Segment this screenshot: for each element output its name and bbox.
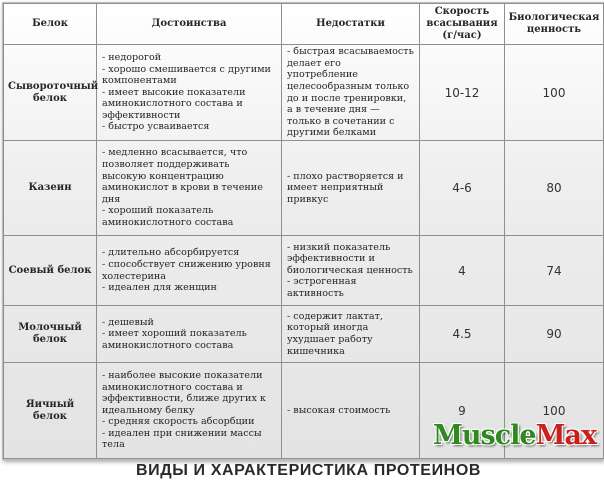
row-bio: 100 — [505, 363, 604, 459]
header-bio: Биологическая ценность — [505, 4, 604, 45]
page-title: ВИДЫ И ХАРАКТЕРИСТИКА ПРОТЕИНОВ — [136, 462, 482, 479]
pros-item: - дешевый — [102, 316, 154, 328]
header-speed: Скорость всасывания (г/час) — [420, 4, 505, 45]
logo-part-muscle: Muscle — [433, 420, 536, 451]
table-row — [4, 236, 604, 306]
table-row — [4, 306, 604, 363]
header-pros: Достоинства — [97, 4, 282, 45]
table-row — [4, 45, 604, 141]
row-speed: 9 — [420, 363, 505, 459]
pros-item: - средняя скорость абсорбции — [102, 416, 255, 428]
cons-item: - плохо растворяется и имеет неприятный привкус — [287, 170, 404, 205]
row-cons — [282, 45, 420, 141]
protein-comparison-table — [3, 3, 604, 459]
header-protein: Белок — [4, 4, 97, 45]
row-cons — [282, 141, 420, 236]
row-speed: 4-6 — [420, 141, 505, 236]
row-speed: 4 — [420, 236, 505, 306]
pros-item: - имеет высокие показатели аминокислотного состава и эффективности — [102, 86, 246, 121]
row-protein-name: Сывороточный белок — [4, 45, 97, 141]
pros-item: - хорошо смешивается с другими компонентами — [102, 63, 271, 87]
pros-item: - имеет хороший показатель аминокислотного состава — [102, 328, 247, 351]
pros-item: - медленно всасывается, что позволяет поддерживать высокую концентрацию аминокислот в крови в течение дня — [102, 147, 263, 205]
pros-item: - идеален для женщин — [102, 282, 217, 294]
row-protein-name: Молочный белок — [4, 306, 97, 363]
table-header-row — [4, 4, 604, 45]
row-protein-name: Соевый белок — [4, 236, 97, 306]
pros-item: - идеален при снижении массы тела — [102, 427, 262, 451]
row-bio: 90 — [505, 306, 604, 363]
pros-item: - длительно абсорбируется — [102, 247, 240, 259]
pros-item: - наиболее высокие показатели аминокислотного состава и эффективности, ближе других к идеальному белку — [102, 369, 266, 416]
row-speed: 10-12 — [420, 45, 505, 141]
row-pros — [97, 141, 282, 236]
cons-item: - высокая стоимость — [287, 404, 391, 416]
row-cons — [282, 236, 420, 306]
row-cons — [282, 306, 420, 363]
row-speed: 4.5 — [420, 306, 505, 363]
header-cons: Недостатки — [282, 4, 420, 45]
pros-item: - способствует снижению уровня холестерина — [102, 258, 271, 282]
pros-item: - недорогой — [102, 51, 162, 63]
table-row — [4, 141, 604, 236]
row-pros — [97, 45, 282, 141]
row-bio: 100 — [505, 45, 604, 141]
cons-item: - эстрогенная активность — [287, 276, 357, 299]
row-pros — [97, 363, 282, 459]
protein-table-sheet — [2, 2, 604, 460]
musclemax-logo — [433, 420, 596, 451]
logo-part-max: Max — [535, 420, 597, 451]
cons-item: - низкий показатель эффективности и биологическая ценность — [287, 241, 413, 276]
row-protein-name: Яичный белок — [4, 363, 97, 459]
row-protein-name: Казеин — [4, 141, 97, 236]
pros-item: - хороший показатель аминокислотного состава — [102, 205, 234, 228]
row-pros — [97, 306, 282, 363]
cons-item: - быстрая всасываемость делает его употребление целесообразным только до и после тренировки, а в течение дня — только в сочетании с другими белками — [287, 46, 414, 139]
row-cons — [282, 363, 420, 459]
pros-item: - быстро усваивается — [102, 121, 210, 133]
row-bio: 74 — [505, 236, 604, 306]
cons-item: - содержит лактат, который иногда ухудшает работу кишечника — [287, 310, 383, 357]
row-bio: 80 — [505, 141, 604, 236]
row-pros — [97, 236, 282, 306]
